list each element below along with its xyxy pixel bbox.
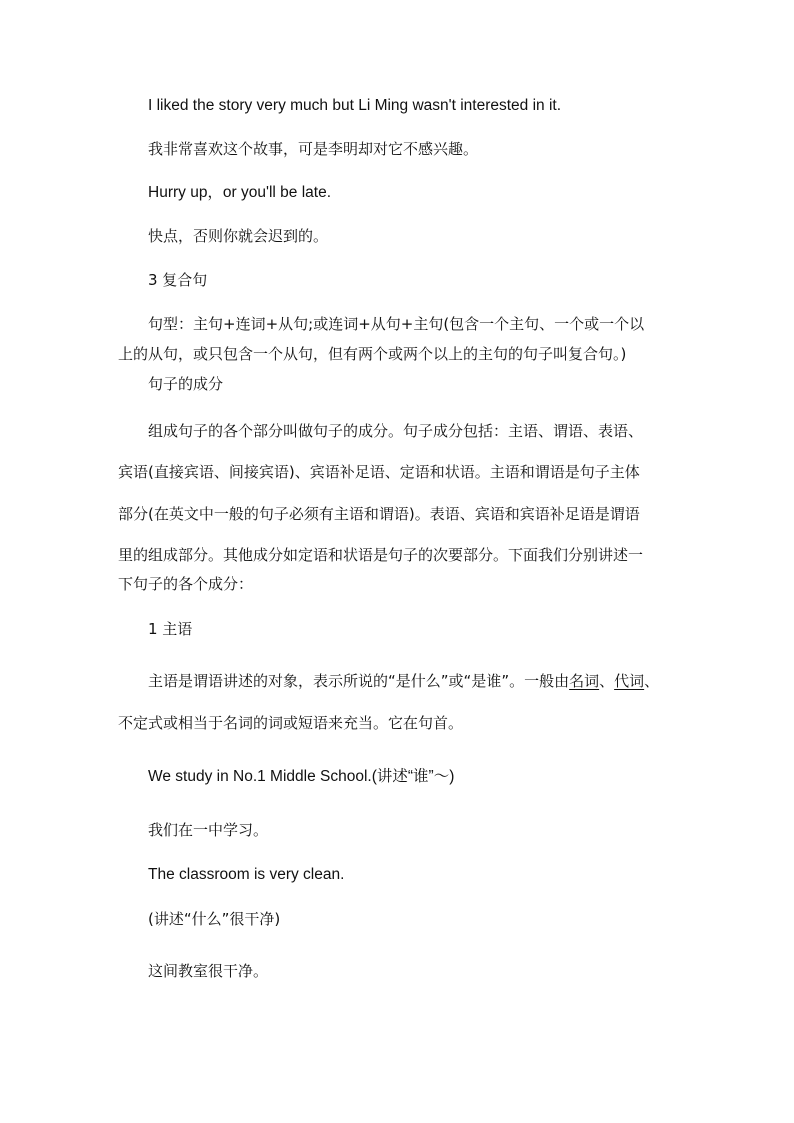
separator: 、 (644, 672, 660, 690)
section-heading: 句子的成分 (148, 375, 224, 393)
paragraph-line: 不定式或相当于名词的词或短语来充当。它在句首。 (118, 714, 464, 732)
link-pronoun[interactable]: 代词 (614, 672, 645, 690)
link-noun[interactable]: 名词 (569, 672, 600, 690)
example-sentence-en: Hurry up，or you'll be late. (148, 184, 332, 201)
example-translation-cn: 这间教室很干净。 (148, 962, 269, 980)
paragraph-line (148, 671, 659, 691)
paragraph-line: 组成句子的各个部分叫做句子的成分。句子成分包括：主语、谓语、表语、 (148, 422, 644, 440)
example-sentence-en: The classroom is very clean. (148, 866, 345, 883)
paragraph-line: 宾语(直接宾语、间接宾语)、宾语补足语、定语和状语。主语和谓语是句子主体 (118, 463, 640, 481)
section-heading: 3 复合句 (148, 271, 208, 289)
example-translation-cn: 我非常喜欢这个故事，可是李明却对它不感兴趣。 (148, 140, 479, 158)
paragraph-line: 里的组成部分。其他成分如定语和状语是句子的次要部分。下面我们分别讲述一 (118, 546, 644, 564)
paragraph-line: 下句子的各个成分： (118, 575, 254, 593)
paragraph-line: 句型：主句+连词+从句;或连词+从句+主句(包含一个主句、一个或一个以 (148, 315, 645, 333)
definition-text: 主语是谓语讲述的对象，表示所说的“是什么”或“是谁”。一般由 (148, 672, 570, 690)
example-note: (讲述“什么”很干净) (148, 910, 281, 928)
paragraph-line: 上的从句，或只包含一个从句，但有两个或两个以上的主句的句子叫复合句。) (118, 345, 627, 363)
paragraph-line: 部分(在英文中一般的句子必须有主语和谓语)。表语、宾语和宾语补足语是谓语 (118, 505, 640, 523)
section-heading: 1 主语 (148, 620, 193, 638)
example-sentence-en: We study in No.1 Middle School.(讲述“谁”～) (148, 768, 455, 785)
separator: 、 (599, 672, 615, 690)
example-sentence-en: I liked the story very much but Li Ming wasn't interested in it. (148, 97, 562, 114)
example-translation-cn: 快点，否则你就会迟到的。 (148, 227, 329, 245)
example-translation-cn: 我们在一中学习。 (148, 821, 269, 839)
